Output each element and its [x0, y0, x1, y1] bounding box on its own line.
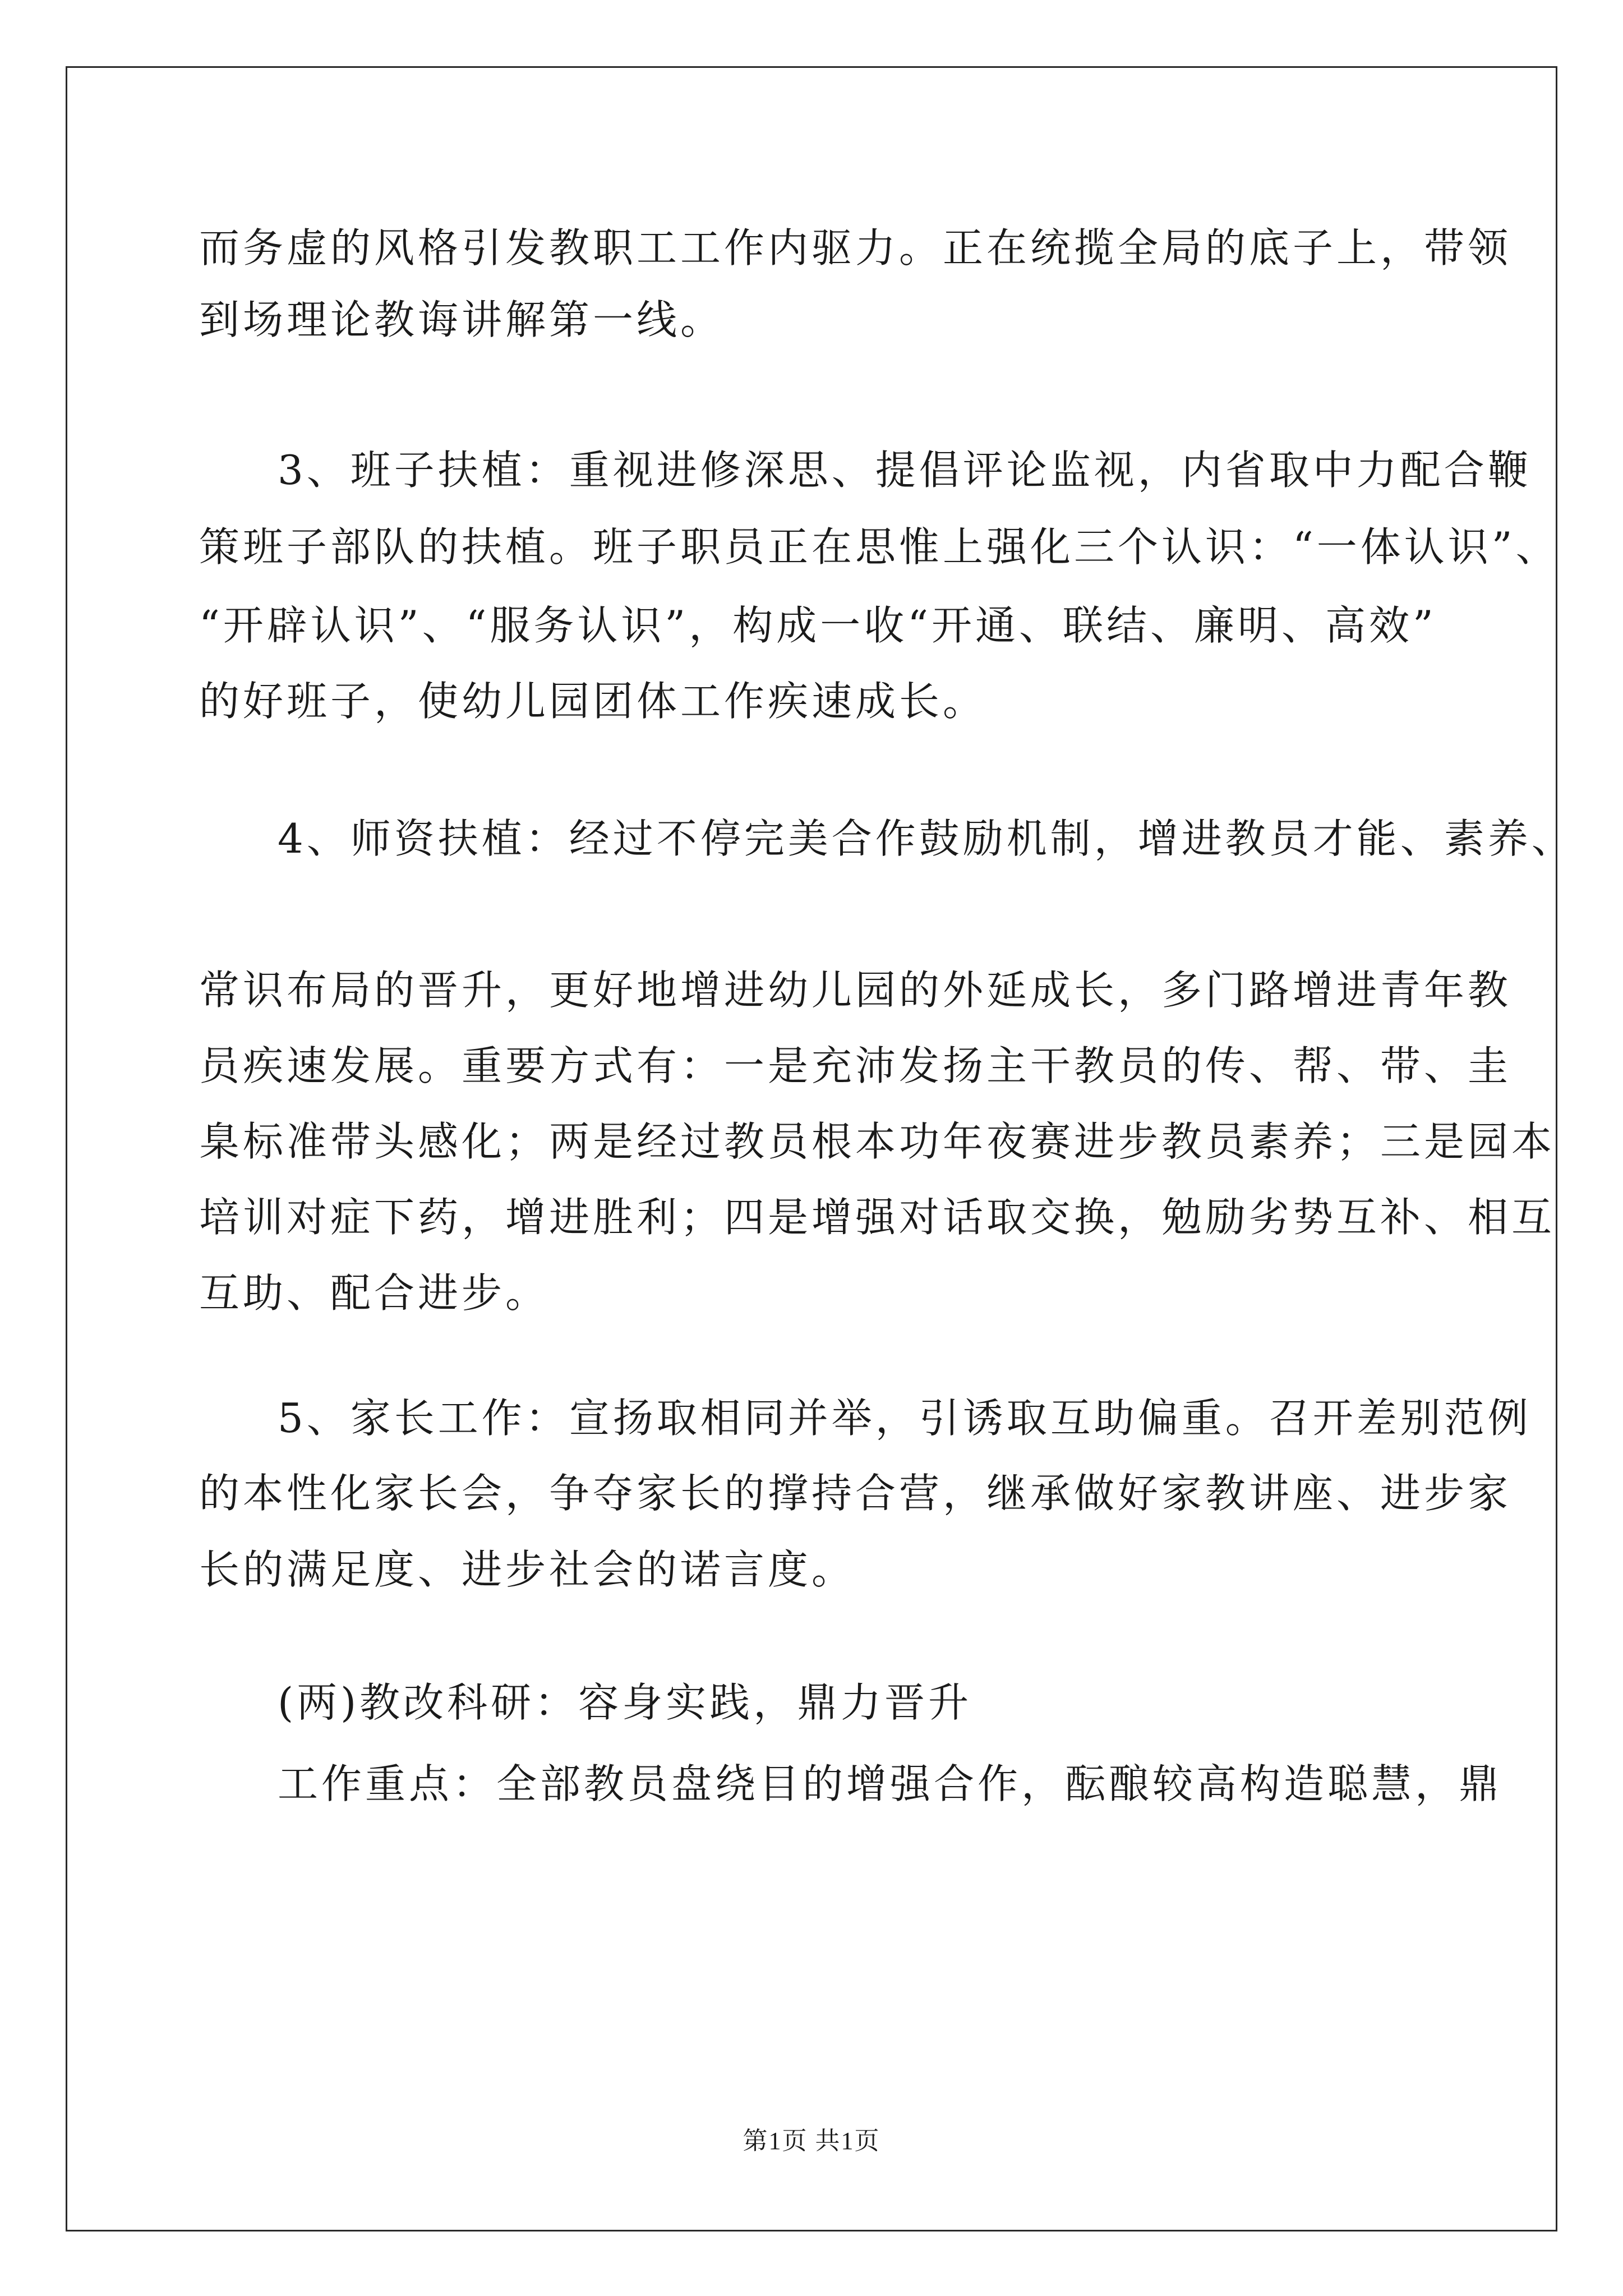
text-line: 员疾速发展。重要方式有：一是充沛发扬主干教员的传、帮、带、圭: [199, 1042, 1512, 1089]
text-line: 的好班子，使幼儿园团体工作疾速成长。: [199, 678, 987, 725]
paragraph-heading: 4、师资扶植：经过不停完美合作鼓励机制，增进教员才能、素养、: [278, 815, 1575, 862]
text-line: 长的满足度、进步社会的诺言度。: [199, 1546, 856, 1593]
text-line: 臬标准带头感化；两是经过教员根本功年夜赛进步教员素养；三是园本: [199, 1118, 1556, 1165]
page-footer: 第1页 共1页: [743, 2127, 880, 2155]
text-line: 常识布局的晋升，更好地增进幼儿园的外延成长，多门路增进青年教: [199, 967, 1512, 1014]
text-line: “开辟认识”、“服务认识”，构成一收“开通、联结、廉明、高效”: [199, 602, 1437, 649]
paragraph-heading: 5、家长工作：宣扬取相同并举，引诱取互助偏重。召开差别范例: [278, 1395, 1532, 1442]
text-line: 互助、配合进步。: [199, 1269, 550, 1317]
text-line: 到场理论教诲讲解第一线。: [199, 296, 725, 343]
text-line: 工作重点：全部教员盘绕目的增强合作，酝酿较高构造聪慧，鼎: [278, 1760, 1503, 1807]
text-line: 培训对症下药，增进胜利；四是增强对话取交换，勉励劣势互补、相互: [199, 1194, 1556, 1241]
text-line: 而务虚的风格引发教职工工作内驱力。正在统揽全局的底子上，带领: [199, 224, 1512, 272]
text-line: 的本性化家长会，争夺家长的撑持合营，继承做好家教讲座、进步家: [199, 1470, 1512, 1517]
section-heading: (两)教改科研：容身实践，鼎力晋升: [278, 1679, 972, 1726]
text-line: 策班子部队的扶植。班子职员正在思惟上强化三个认识：“一体认识”、: [199, 523, 1560, 570]
paragraph-heading: 3、班子扶植：重视进修深思、提倡评论监视，内省取中力配合鞭: [278, 447, 1532, 494]
